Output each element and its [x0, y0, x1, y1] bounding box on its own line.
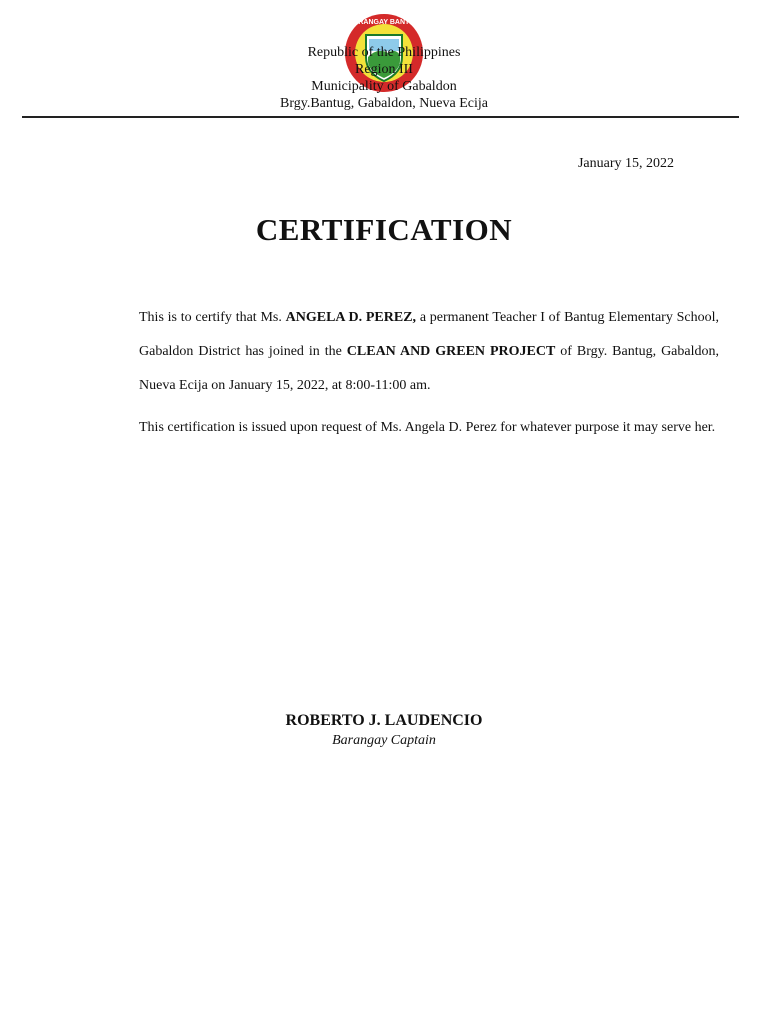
svg-text:BARANGAY BANTUG: BARANGAY BANTUG	[348, 19, 420, 26]
p1-text-c: of Brgy. Bantug, Gabaldon, Nueva Ecija on January 15, 2022, at 8:00-11:00 am.	[139, 344, 719, 393]
document-date: January 15, 2022	[577, 156, 674, 171]
header-region: Region III	[355, 62, 413, 77]
signatory-position: Barangay Captain	[332, 733, 436, 748]
teacher-name: ANGELA D. PEREZ,	[285, 310, 417, 325]
certification-paragraph-1	[93, 301, 719, 403]
header-divider	[22, 116, 739, 118]
signatory-name: ROBERTO J. LAUDENCIO	[285, 712, 483, 729]
p1-text-b: a permanent Teacher I of Bantug Elementary School, Gabaldon District has joined in the	[139, 310, 719, 359]
project-name: CLEAN AND GREEN PROJECT	[346, 344, 556, 359]
header-barangay-address: Brgy.Bantug, Gabaldon, Nueva Ecija	[279, 96, 488, 111]
document-title: CERTIFICATION	[255, 212, 513, 247]
header-municipality: Municipality of Gabaldon	[311, 79, 457, 94]
p1-text-a: This is to certify that Ms.	[139, 310, 286, 325]
header-republic: Republic of the Philippines	[307, 45, 461, 60]
certification-paragraph-2: This certification is issued upon request of Ms. Angela D. Perez for whatever purpose it may serve her.	[139, 420, 716, 435]
